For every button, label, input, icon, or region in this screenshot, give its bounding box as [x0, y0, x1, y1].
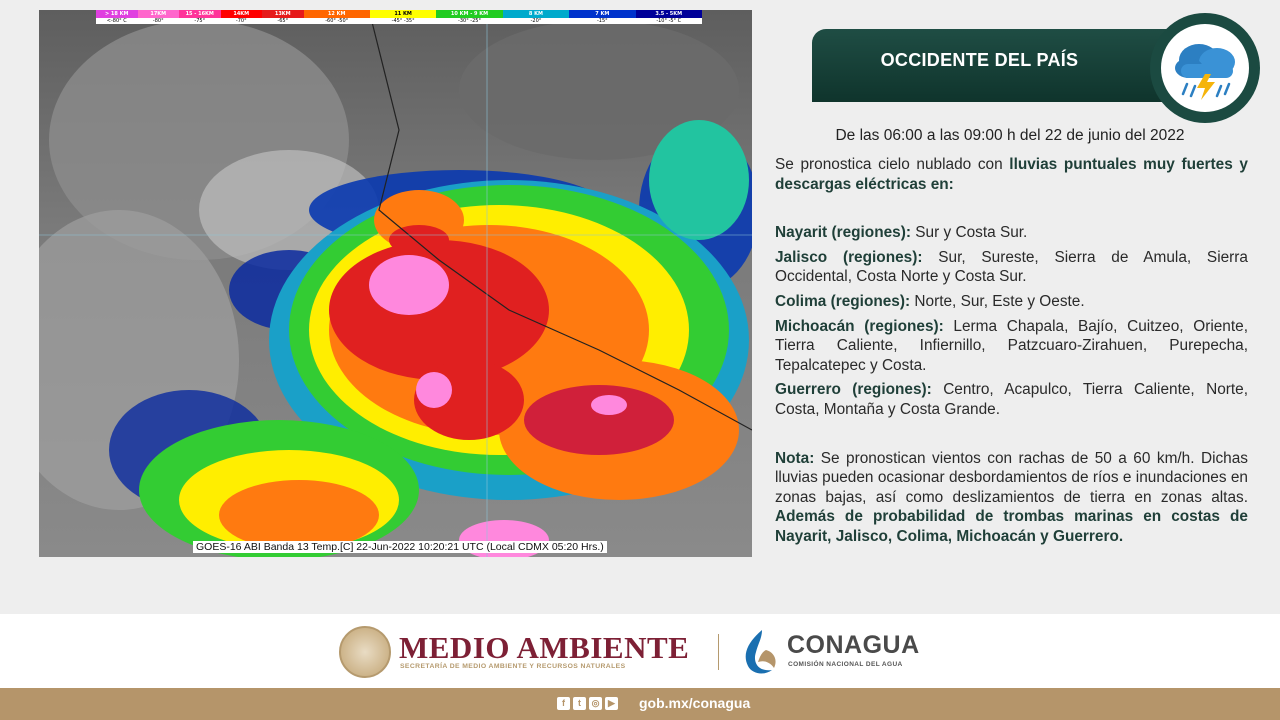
scale-cell: 3.5 - 5KM -10° -5° C [636, 10, 702, 24]
region-jalisco: Jalisco (regiones): Sur, Sureste, Sierra de Amula, Sierra Occidental, Costa Norte y Costa Sur. [775, 248, 1248, 286]
scale-cell: 13KM -65° [262, 10, 304, 24]
scale-cell: 17KM -80° [138, 10, 180, 24]
scale-cell: 10 KM - 9 KM -30° -25° [436, 10, 502, 24]
logo-divider [718, 634, 719, 670]
scale-cell: 12 KM -60° -50° [304, 10, 370, 24]
medio-ambiente-subtitle: SECRETARÍA DE MEDIO AMBIENTE Y RECURSOS NATURALES [400, 663, 626, 670]
website-link[interactable]: gob.mx/conagua [639, 695, 751, 711]
region-guerrero: Guerrero (regiones): Centro, Acapulco, Tierra Caliente, Norte, Costa, Montaña y Costa Grande. [775, 381, 1248, 418]
region-nayarit: Nayarit (regiones): Sur y Costa Sur. [775, 224, 1028, 242]
facebook-icon[interactable]: f [557, 697, 570, 710]
medio-ambiente-title: MEDIO AMBIENTE [399, 630, 690, 665]
region-michoacan: Michoacán (regiones): Lerma Chapala, Bajío, Cuitzeo, Oriente, Tierra Caliente, Infiernillo, Patzcuaro-Zirahuen, Purepecha, Tepalcatepec y Costa. [775, 317, 1248, 374]
satellite-map-graphic [39, 10, 752, 557]
scale-cell: 7 KM -15° [569, 10, 635, 24]
conagua-subtitle: COMISIÓN NACIONAL DEL AGUA [788, 661, 903, 668]
youtube-icon[interactable]: ▶ [605, 697, 618, 710]
twitter-icon[interactable]: t [573, 697, 586, 710]
scale-cell: 8 KM -20° [503, 10, 569, 24]
forecast-text [775, 155, 1248, 547]
conagua-logo-icon [740, 628, 780, 676]
region-colima: Colima (regiones): Norte, Sur, Este y Oeste. [775, 292, 1085, 310]
scale-cell: > 18 KM <-80° C [96, 10, 138, 24]
storm-cloud-icon [1161, 24, 1249, 112]
conagua-title: CONAGUA [787, 631, 920, 659]
satellite-image [39, 10, 752, 557]
forecast-note: Nota: Se pronostican vientos con rachas de 50 a 60 km/h. Dichas lluvias pueden ocasionar desbordamientos de ríos e inundaciones en zonas bajas, así como deslizamientos de tierra en zonas altas. Además de probabilidad de trombas marinas en costas de Nayarit, Jalisco, Colima, Michoacán y Guerrero. [775, 449, 1248, 545]
satellite-caption: GOES-16 ABI Banda 13 Temp.[C] 22-Jun-2022 10:20:21 UTC (Local CDMX 05:20 Hrs.) [193, 541, 607, 553]
scale-cell: 11 KM -45° -35° [370, 10, 436, 24]
instagram-icon[interactable]: ◎ [589, 697, 602, 710]
national-seal-icon [339, 626, 391, 678]
forecast-period: De las 06:00 a las 09:00 h del 22 de junio del 2022 [835, 127, 1185, 144]
forecast-intro: Se pronostica cielo nublado con lluvias puntuales muy fuertes y descargas eléctricas en: [775, 156, 1248, 193]
social-links [557, 697, 618, 710]
page-title: OCCIDENTE DEL PAÍS [880, 50, 1079, 70]
scale-cell: 14KM -70° [221, 10, 263, 24]
scale-cell: 15 - 16KM -75° [179, 10, 221, 24]
color-scale-legend [96, 10, 702, 24]
